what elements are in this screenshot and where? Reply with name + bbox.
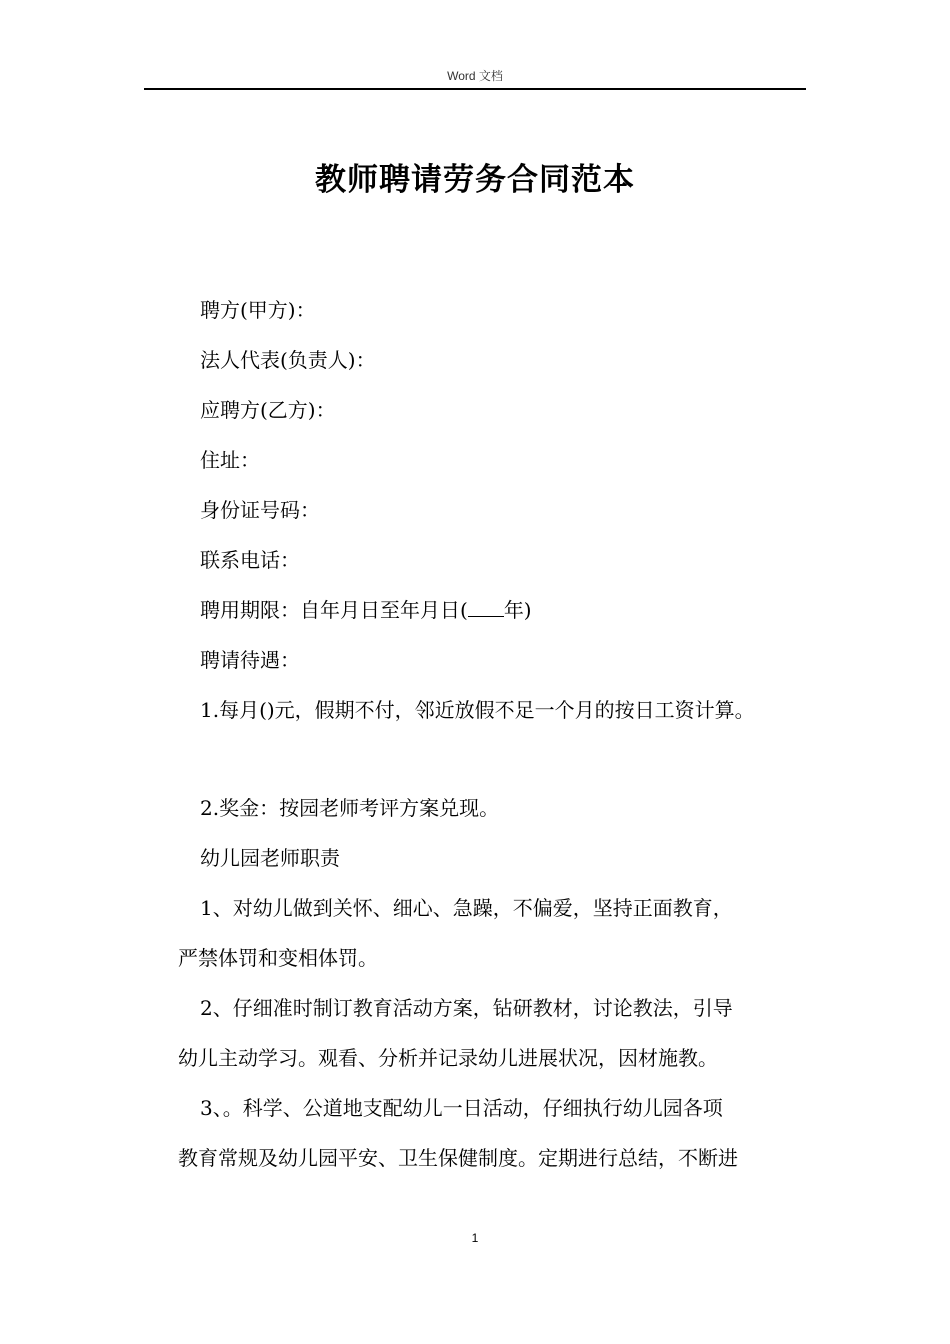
employment-term-prefix: 聘用期限：自年月日至年月日( — [200, 598, 468, 622]
employment-term-suffix: 年) — [503, 598, 532, 622]
duty-1-line-2: 严禁体罚和变相体罚。 — [178, 946, 378, 970]
duty-3-line-1: 3、。科学、公道地支配幼儿一日活动，仔细执行幼儿园各项 — [200, 1096, 723, 1120]
duty-2-line-1: 2、仔细准时制订教育活动方案，钻研教材，讨论教法，引导 — [200, 996, 733, 1020]
address-field: 住址： — [200, 448, 260, 472]
page-header: Word 文档 — [144, 66, 806, 90]
employee-field: 应聘方(乙方)： — [200, 398, 336, 422]
id-number-field: 身份证号码： — [200, 498, 320, 522]
duties-heading: 幼儿园老师职责 — [200, 846, 340, 870]
term-years-blank — [468, 596, 504, 617]
page-number: 1 — [471, 1231, 479, 1245]
benefit-item-1: 1.每月()元，假期不付，邻近放假不足一个月的按日工资计算。 — [200, 698, 755, 722]
duty-2-line-2: 幼儿主动学习。观看、分析并记录幼儿进展状况，因材施教。 — [178, 1046, 718, 1070]
document-title: 教师聘请劳务合同范本 — [315, 162, 635, 198]
employment-term-field — [200, 595, 532, 625]
benefit-item-2: 2.奖金：按园老师考评方案兑现。 — [200, 796, 500, 820]
legal-representative-field: 法人代表(负责人)： — [200, 348, 376, 372]
phone-field: 联系电话： — [200, 548, 300, 572]
duty-3-line-2: 教育常规及幼儿园平安、卫生保健制度。定期进行总结，不断进 — [178, 1146, 738, 1170]
employer-field: 聘方(甲方)： — [200, 298, 316, 322]
duty-1-line-1: 1、对幼儿做到关怀、细心、急躁，不偏爱，坚持正面教育， — [200, 896, 733, 920]
benefits-heading: 聘请待遇： — [200, 648, 300, 672]
